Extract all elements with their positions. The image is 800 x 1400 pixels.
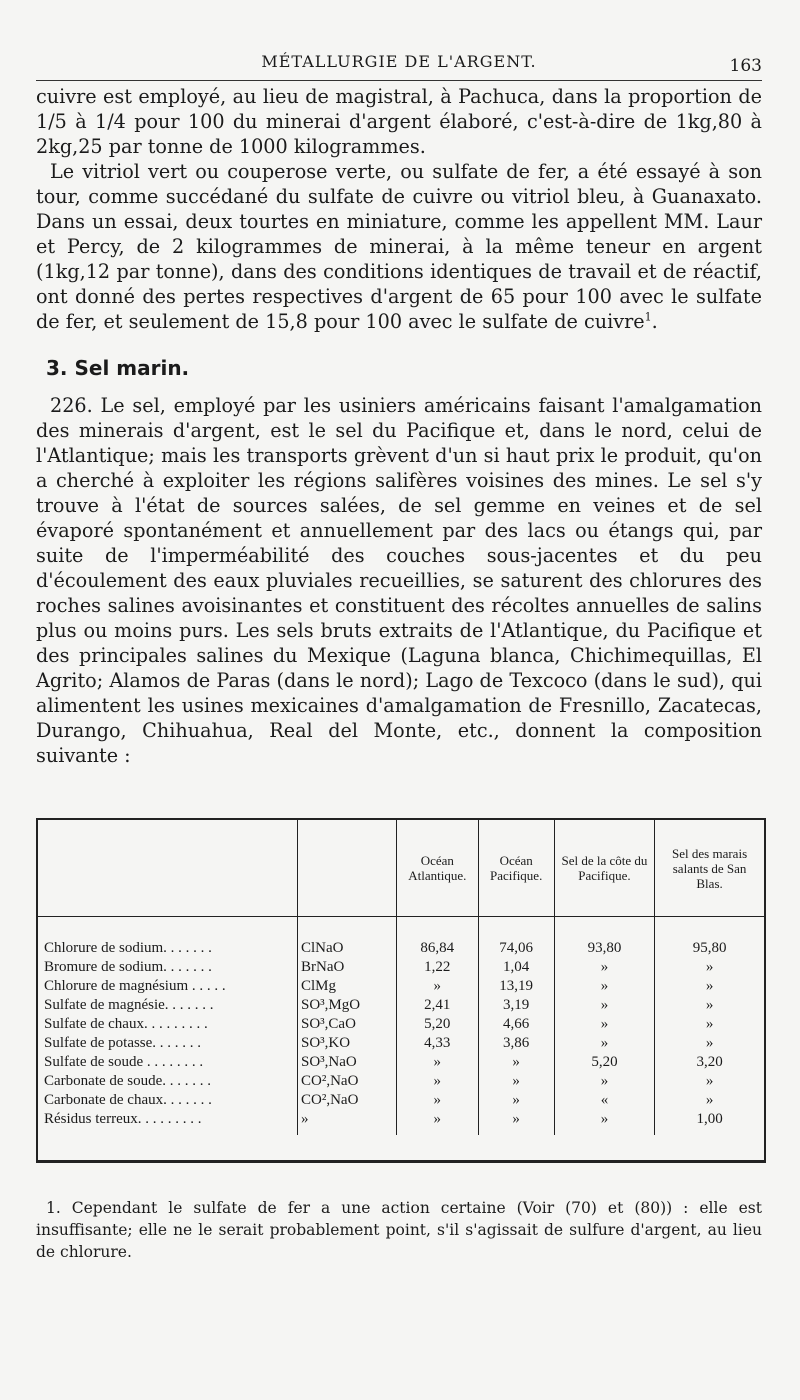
cell-value: » (554, 1015, 654, 1034)
table-row (38, 1091, 764, 1110)
paragraph-continued: cuivre est employé, au lieu de magistral, à Pachuca, dans la proportion de 1/5 à 1/4 pour 100 du minerai d'argent élaboré, c'est-à-dire de 1kg,80 à 2kg,25 par tonne de 1000 kilogrammes. (36, 85, 762, 158)
cell-formula: SO³,CaO (298, 1015, 397, 1034)
cell-value: 5,20 (554, 1053, 654, 1072)
cell-value: » (655, 977, 764, 996)
running-header (36, 52, 762, 76)
cell-formula: CO²,NaO (298, 1091, 397, 1110)
header-formula (298, 820, 397, 917)
cell-value: » (655, 958, 764, 977)
cell-formula: SO³,MgO (298, 996, 397, 1015)
cell-value: 95,80 (655, 917, 764, 959)
cell-value: » (655, 996, 764, 1015)
cell-value: 1,00 (655, 1110, 764, 1135)
cell-value: 1,22 (397, 958, 479, 977)
header-atlantique: Océan Atlantique. (397, 820, 479, 917)
cell-value: » (554, 977, 654, 996)
table-row (38, 1015, 764, 1034)
footnote-reference: 1 (644, 310, 652, 324)
header-substance (38, 820, 298, 917)
cell-value: » (655, 1034, 764, 1053)
cell-substance: Résidus terreux. . . . . . . . . (44, 1111, 202, 1127)
cell-value: » (478, 1110, 554, 1135)
cell-value: » (554, 958, 654, 977)
cell-substance: Carbonate de soude. . . . . . . (44, 1073, 212, 1089)
cell-value: » (478, 1053, 554, 1072)
section-heading: 3. Sel marin. (46, 356, 190, 380)
cell-value: 4,66 (478, 1015, 554, 1034)
cell-value: » (554, 996, 654, 1015)
cell-value: 1,04 (478, 958, 554, 977)
cell-value: 13,19 (478, 977, 554, 996)
cell-formula: SO³,NaO (298, 1053, 397, 1072)
header-san-blas: Sel des marais salants de San Blas. (655, 820, 764, 917)
cell-value: 74,06 (478, 917, 554, 959)
table-row (38, 1034, 764, 1053)
cell-formula: » (298, 1110, 397, 1135)
cell-formula: BrNaO (298, 958, 397, 977)
table-row (38, 977, 764, 996)
cell-formula: CO²,NaO (298, 1072, 397, 1091)
cell-value: » (397, 1110, 479, 1135)
table-header-row (38, 820, 764, 917)
paragraph-vitriol-end: . (651, 310, 658, 333)
cell-value: » (655, 1072, 764, 1091)
cell-formula: SO³,KO (298, 1034, 397, 1053)
header-pacifique: Océan Pacifique. (478, 820, 554, 917)
cell-substance: Sulfate de magnésie. . . . . . . (44, 997, 214, 1013)
cell-value: » (554, 1034, 654, 1053)
cell-value: 3,20 (655, 1053, 764, 1072)
cell-substance: Bromure de sodium. . . . . . . (44, 959, 212, 975)
cell-substance: Carbonate de chaux. . . . . . . (44, 1092, 212, 1108)
table-row (38, 1072, 764, 1091)
cell-value: 3,86 (478, 1034, 554, 1053)
cell-value: 2,41 (397, 996, 479, 1015)
paragraph-sel: 226. Le sel, employé par les usiniers américains faisant l'amalgamation des minerais d'argent, est le sel du Pacifique et, dans le nord, celui de l'Atlantique; mais les transports grèvent d'un si haut prix le produit, qu'on a cherché à exploiter les régions salifères voisines des mines. Le sel s'y trouve à l'état de sources salées, de sel gemme en veines et de sel évaporé spontanément et annuellement par des lacs ou étangs qui, par suite de l'imperméabilité des couches sous-jacentes et du peu d'écoulement des eaux pluviales recueillies, se saturent des chlorures des roches salines avoisinantes et constituent des récoltes annuelles de salins plus ou moins purs. Les sels bruts extraits de l'Atlantique, du Pacifique et des principales salines du Mexique (Laguna blanca, Chichimequillas, El Agrito; Alamos de Paras (dans le nord); Lago de Texcoco (dans le sud), qui alimentent les usines mexicaines d'amalgamation de Fresnillo, Zacatecas, Durango, Chihuahua, Real del Monte, etc., donnent la composition suivante : (36, 394, 762, 767)
cell-value: » (478, 1091, 554, 1110)
cell-value: » (478, 1072, 554, 1091)
table-row (38, 917, 764, 959)
cell-value: 5,20 (397, 1015, 479, 1034)
cell-substance: Chlorure de magnésium . . . . . (44, 978, 226, 994)
cell-value: » (554, 1072, 654, 1091)
paragraph-vitriol-text: Le vitriol vert ou couperose verte, ou sulfate de fer, a été essayé à son tour, comme succédané du sulfate de cuivre ou vitriol bleu, à Guanaxato. Dans un essai, deux tourtes en miniature, comme les appellent MM. Laur et Percy, de 2 kilogrammes de minerai, à la même teneur en argent (1kg,12 par tonne), dans des conditions identiques de travail et de réactif, ont donné des pertes respectives d'argent de 65 pour 100 avec le sulfate de fer, et seulement de 15,8 pour 100 avec le sulfate de cuivre (36, 160, 762, 333)
cell-value: « (554, 1091, 654, 1110)
header-cote-pacifique: Sel de la côte du Pacifique. (554, 820, 654, 917)
cell-substance: Sulfate de soude . . . . . . . . (44, 1054, 204, 1070)
cell-value: » (554, 1110, 654, 1135)
composition-table (36, 818, 766, 1163)
running-title: MÉTALLURGIE DE L'ARGENT. (261, 52, 537, 71)
cell-formula: ClMg (298, 977, 397, 996)
cell-value: » (655, 1091, 764, 1110)
header-rule (36, 80, 762, 81)
page-number: 163 (729, 56, 762, 76)
cell-value: 4,33 (397, 1034, 479, 1053)
cell-substance: Sulfate de potasse. . . . . . . (44, 1035, 202, 1051)
table-row (38, 1110, 764, 1135)
table-row (38, 1053, 764, 1072)
cell-value: » (397, 1072, 479, 1091)
cell-formula: ClNaO (298, 917, 397, 959)
cell-value: 86,84 (397, 917, 479, 959)
table-row (38, 958, 764, 977)
paragraph-vitriol (36, 159, 762, 334)
cell-substance: Chlorure de sodium. . . . . . . (44, 940, 212, 956)
cell-value: » (397, 1091, 479, 1110)
cell-value: » (655, 1015, 764, 1034)
table-row (38, 996, 764, 1015)
cell-value: » (397, 1053, 479, 1072)
body-text (36, 84, 762, 768)
footnote: 1. Cependant le sulfate de fer a une action certaine (Voir (70) et (80)) : elle est insuffisante; elle ne le serait probablement point, s'il s'agissait de sulfure d'argent, au lieu de chlorure. (36, 1198, 762, 1261)
cell-value: 93,80 (554, 917, 654, 959)
cell-value: » (397, 977, 479, 996)
cell-value: 3,19 (478, 996, 554, 1015)
cell-substance: Sulfate de chaux. . . . . . . . . (44, 1016, 208, 1032)
